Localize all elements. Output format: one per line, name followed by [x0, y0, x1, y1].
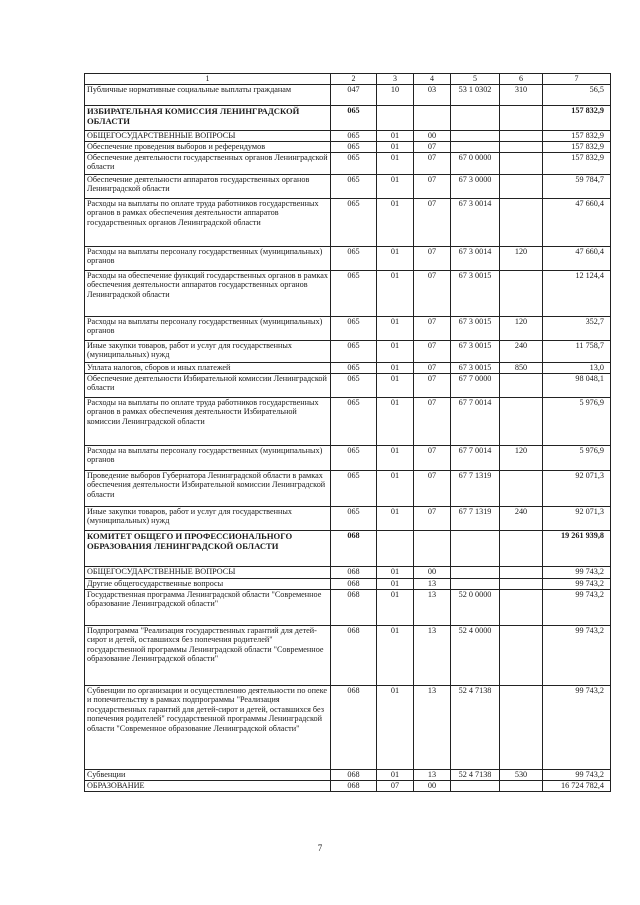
table-row [85, 374, 611, 398]
section-code-cell [377, 106, 414, 131]
row-title-cell: Иные закупки товаров, работ и услуг для государственных (муниципальных) нужд [85, 341, 331, 363]
target-article-code-cell: 67 3 0015 [451, 271, 500, 317]
expense-type-code-cell: 120 [500, 317, 543, 341]
expense-type-code-cell [500, 199, 543, 247]
amount-cell: 99 743,2 [543, 770, 611, 781]
table-row [85, 271, 611, 317]
table-row [85, 507, 611, 531]
section-code-cell: 01 [377, 317, 414, 341]
section-code-cell: 01 [377, 341, 414, 363]
row-title-cell: Обеспечение деятельности Избирательной комиссии Ленинградской области [85, 374, 331, 398]
target-article-code-cell [451, 781, 500, 792]
subsection-code-cell: 13 [414, 579, 451, 590]
target-article-code-cell: 67 7 0000 [451, 374, 500, 398]
ministry-code-cell: 068 [331, 579, 377, 590]
expense-type-code-cell [500, 106, 543, 131]
subsection-code-cell [414, 106, 451, 131]
ministry-code-cell: 065 [331, 153, 377, 175]
expense-type-code-cell [500, 374, 543, 398]
section-code-cell: 01 [377, 131, 414, 142]
target-article-code-cell: 52 4 7138 [451, 770, 500, 781]
subsection-code-cell: 07 [414, 398, 451, 446]
row-title-cell: Другие общегосударственные вопросы [85, 579, 331, 590]
ministry-code-cell: 068 [331, 531, 377, 567]
amount-cell: 5 976,9 [543, 398, 611, 446]
subsection-code-cell: 07 [414, 199, 451, 247]
section-code-cell: 01 [377, 175, 414, 199]
table-row [85, 199, 611, 247]
row-title-cell: Субвенции [85, 770, 331, 781]
target-article-code-cell: 67 3 0015 [451, 317, 500, 341]
section-code-cell: 01 [377, 374, 414, 398]
ministry-code-cell: 047 [331, 85, 377, 106]
row-title-cell: Проведение выборов Губернатора Ленинградской области в рамках обеспечения деятельности Избирательной комиссии Ленинградской области [85, 471, 331, 507]
table-row [85, 446, 611, 471]
ministry-code-cell: 065 [331, 471, 377, 507]
table-row [85, 175, 611, 199]
target-article-code-cell [451, 131, 500, 142]
table-row [85, 781, 611, 792]
expense-type-code-cell [500, 567, 543, 579]
target-article-code-cell [451, 106, 500, 131]
column-number-2: 2 [331, 74, 377, 85]
ministry-code-cell: 065 [331, 317, 377, 341]
amount-cell: 59 784,7 [543, 175, 611, 199]
target-article-code-cell: 67 3 0014 [451, 247, 500, 271]
section-code-cell: 07 [377, 781, 414, 792]
section-code-cell [377, 531, 414, 567]
table-row [85, 317, 611, 341]
amount-cell: 5 976,9 [543, 446, 611, 471]
row-title-cell: Расходы на выплаты персоналу государственных (муниципальных) органов [85, 446, 331, 471]
ministry-code-cell: 065 [331, 507, 377, 531]
table-row [85, 153, 611, 175]
subsection-code-cell: 07 [414, 471, 451, 507]
row-title-cell: Уплата налогов, сборов и иных платежей [85, 363, 331, 374]
row-title-cell: Обеспечение проведения выборов и референдумов [85, 142, 331, 153]
page-number: 7 [317, 843, 323, 853]
subsection-code-cell: 07 [414, 153, 451, 175]
subsection-code-cell: 13 [414, 770, 451, 781]
target-article-code-cell [451, 579, 500, 590]
amount-cell: 13,0 [543, 363, 611, 374]
expense-type-code-cell: 120 [500, 247, 543, 271]
ministry-code-cell: 065 [331, 271, 377, 317]
table-row [85, 567, 611, 579]
ministry-code-cell: 068 [331, 770, 377, 781]
section-code-cell: 01 [377, 247, 414, 271]
subsection-code-cell: 07 [414, 247, 451, 271]
table-row [85, 142, 611, 153]
expense-type-code-cell [500, 781, 543, 792]
subsection-code-cell: 00 [414, 781, 451, 792]
column-number-3: 3 [377, 74, 414, 85]
column-number-5: 5 [451, 74, 500, 85]
expense-type-code-cell [500, 686, 543, 770]
subsection-code-cell: 07 [414, 341, 451, 363]
table-row [85, 686, 611, 770]
table-row [85, 131, 611, 142]
expense-type-code-cell: 530 [500, 770, 543, 781]
subsection-code-cell: 07 [414, 363, 451, 374]
amount-cell: 99 743,2 [543, 686, 611, 770]
target-article-code-cell: 67 3 0000 [451, 175, 500, 199]
section-code-cell: 01 [377, 446, 414, 471]
ministry-code-cell: 068 [331, 567, 377, 579]
budget-table [84, 73, 611, 792]
amount-cell: 11 758,7 [543, 341, 611, 363]
expense-type-code-cell [500, 579, 543, 590]
target-article-code-cell: 67 7 0014 [451, 446, 500, 471]
subsection-code-cell: 07 [414, 446, 451, 471]
amount-cell: 92 071,3 [543, 471, 611, 507]
ministry-code-cell: 065 [331, 363, 377, 374]
column-number-7: 7 [543, 74, 611, 85]
target-article-code-cell: 67 3 0015 [451, 363, 500, 374]
section-code-cell: 01 [377, 199, 414, 247]
section-code-cell: 01 [377, 507, 414, 531]
section-code-cell: 01 [377, 590, 414, 626]
row-title-cell: ОБРАЗОВАНИЕ [85, 781, 331, 792]
section-code-cell: 01 [377, 142, 414, 153]
target-article-code-cell: 52 4 7138 [451, 686, 500, 770]
expense-type-code-cell [500, 531, 543, 567]
amount-cell: 19 261 939,8 [543, 531, 611, 567]
amount-cell: 157 832,9 [543, 106, 611, 131]
amount-cell: 99 743,2 [543, 590, 611, 626]
row-title-cell: Субвенции по организации и осуществлению деятельности по опеке и попечительству в рамках подпрограммы "Реализация государственных гарантий для детей-сирот и детей, оставшихся без попечения родителей" государственной программы Ленинградской области "Современное образование Ленинградской области" [85, 686, 331, 770]
row-title-cell: Расходы на выплаты персоналу государственных (муниципальных) органов [85, 247, 331, 271]
ministry-code-cell: 068 [331, 686, 377, 770]
table-row [85, 363, 611, 374]
ministry-code-cell: 065 [331, 247, 377, 271]
table-row [85, 626, 611, 686]
expense-type-code-cell [500, 153, 543, 175]
table-row [85, 531, 611, 567]
target-article-code-cell [451, 142, 500, 153]
target-article-code-cell: 67 7 1319 [451, 471, 500, 507]
row-title-cell: Расходы на выплаты по оплате труда работников государственных органов в рамках обеспечения деятельности аппаратов государственных органов Ленинградской области [85, 199, 331, 247]
section-code-cell: 10 [377, 85, 414, 106]
amount-cell: 99 743,2 [543, 579, 611, 590]
subsection-code-cell: 07 [414, 175, 451, 199]
section-code-cell: 01 [377, 363, 414, 374]
subsection-code-cell: 13 [414, 686, 451, 770]
target-article-code-cell: 52 4 0000 [451, 626, 500, 686]
table-row [85, 247, 611, 271]
amount-cell: 99 743,2 [543, 626, 611, 686]
row-title-cell: Подпрограмма "Реализация государственных гарантий для детей-сирот и детей, оставшихся без попечения родителей" государственной программы Ленинградской области "Современное образование Ленинградской области" [85, 626, 331, 686]
row-title-cell: Государственная программа Ленинградской области "Современное образование Ленинградской области" [85, 590, 331, 626]
amount-cell: 12 124,4 [543, 271, 611, 317]
ministry-code-cell: 065 [331, 374, 377, 398]
subsection-code-cell: 13 [414, 626, 451, 686]
table-row [85, 590, 611, 626]
table-row [85, 398, 611, 446]
ministry-code-cell: 065 [331, 142, 377, 153]
section-code-cell: 01 [377, 626, 414, 686]
section-code-cell: 01 [377, 770, 414, 781]
expense-type-code-cell: 310 [500, 85, 543, 106]
expense-type-code-cell: 120 [500, 446, 543, 471]
subsection-code-cell: 13 [414, 590, 451, 626]
column-number-1: 1 [85, 74, 331, 85]
ministry-code-cell: 068 [331, 781, 377, 792]
subsection-code-cell: 00 [414, 131, 451, 142]
expense-type-code-cell [500, 142, 543, 153]
section-code-cell: 01 [377, 567, 414, 579]
table-row [85, 106, 611, 131]
section-code-cell: 01 [377, 271, 414, 317]
row-title-cell: Расходы на выплаты по оплате труда работников государственных органов в рамках обеспечения деятельности Избирательной комиссии Ленинградской области [85, 398, 331, 446]
section-code-cell: 01 [377, 471, 414, 507]
target-article-code-cell [451, 567, 500, 579]
ministry-code-cell: 065 [331, 341, 377, 363]
section-code-cell: 01 [377, 398, 414, 446]
ministry-code-cell: 065 [331, 175, 377, 199]
expense-type-code-cell [500, 590, 543, 626]
subsection-code-cell: 07 [414, 507, 451, 531]
expense-type-code-cell [500, 131, 543, 142]
target-article-code-cell: 53 1 0302 [451, 85, 500, 106]
amount-cell: 99 743,2 [543, 567, 611, 579]
ministry-code-cell: 065 [331, 131, 377, 142]
table-header-row [85, 74, 611, 85]
amount-cell: 157 832,9 [543, 153, 611, 175]
amount-cell: 16 724 782,4 [543, 781, 611, 792]
ministry-code-cell: 065 [331, 398, 377, 446]
expense-type-code-cell [500, 626, 543, 686]
row-title-cell: Обеспечение деятельности аппаратов государственных органов Ленинградской области [85, 175, 331, 199]
target-article-code-cell [451, 531, 500, 567]
table-row [85, 770, 611, 781]
section-code-cell: 01 [377, 579, 414, 590]
subsection-code-cell [414, 531, 451, 567]
table-row [85, 579, 611, 590]
row-title-cell: Обеспечение деятельности государственных органов Ленинградской области [85, 153, 331, 175]
amount-cell: 157 832,9 [543, 142, 611, 153]
expense-type-code-cell [500, 271, 543, 317]
subsection-code-cell: 07 [414, 374, 451, 398]
target-article-code-cell: 67 7 1319 [451, 507, 500, 531]
row-title-cell: КОМИТЕТ ОБЩЕГО И ПРОФЕССИОНАЛЬНОГО ОБРАЗОВАНИЯ ЛЕНИНГРАДСКОЙ ОБЛАСТИ [85, 531, 331, 567]
subsection-code-cell: 03 [414, 85, 451, 106]
row-title-cell: ИЗБИРАТЕЛЬНАЯ КОМИССИЯ ЛЕНИНГРАДСКОЙ ОБЛАСТИ [85, 106, 331, 131]
target-article-code-cell: 67 3 0015 [451, 341, 500, 363]
row-title-cell: Расходы на выплаты персоналу государственных (муниципальных) органов [85, 317, 331, 341]
table-row [85, 471, 611, 507]
amount-cell: 352,7 [543, 317, 611, 341]
ministry-code-cell: 068 [331, 626, 377, 686]
section-code-cell: 01 [377, 153, 414, 175]
target-article-code-cell: 67 3 0014 [451, 199, 500, 247]
target-article-code-cell: 67 0 0000 [451, 153, 500, 175]
ministry-code-cell: 065 [331, 106, 377, 131]
column-number-6: 6 [500, 74, 543, 85]
expense-type-code-cell [500, 471, 543, 507]
row-title-cell: Расходы на обеспечение функций государственных органов в рамках обеспечения деятельности аппаратов государственных органов Ленинградской области [85, 271, 331, 317]
ministry-code-cell: 065 [331, 446, 377, 471]
expense-type-code-cell: 240 [500, 341, 543, 363]
amount-cell: 98 048,1 [543, 374, 611, 398]
subsection-code-cell: 07 [414, 317, 451, 341]
amount-cell: 47 660,4 [543, 199, 611, 247]
table-row [85, 85, 611, 106]
row-title-cell: ОБЩЕГОСУДАРСТВЕННЫЕ ВОПРОСЫ [85, 567, 331, 579]
column-number-4: 4 [414, 74, 451, 85]
expense-type-code-cell: 240 [500, 507, 543, 531]
subsection-code-cell: 07 [414, 142, 451, 153]
subsection-code-cell: 00 [414, 567, 451, 579]
expense-type-code-cell [500, 175, 543, 199]
amount-cell: 47 660,4 [543, 247, 611, 271]
amount-cell: 92 071,3 [543, 507, 611, 531]
row-title-cell: Публичные нормативные социальные выплаты гражданам [85, 85, 331, 106]
row-title-cell: ОБЩЕГОСУДАРСТВЕННЫЕ ВОПРОСЫ [85, 131, 331, 142]
amount-cell: 56,5 [543, 85, 611, 106]
ministry-code-cell: 065 [331, 199, 377, 247]
row-title-cell: Иные закупки товаров, работ и услуг для государственных (муниципальных) нужд [85, 507, 331, 531]
target-article-code-cell: 52 0 0000 [451, 590, 500, 626]
amount-cell: 157 832,9 [543, 131, 611, 142]
table-row [85, 341, 611, 363]
section-code-cell: 01 [377, 686, 414, 770]
ministry-code-cell: 068 [331, 590, 377, 626]
expense-type-code-cell: 850 [500, 363, 543, 374]
expense-type-code-cell [500, 398, 543, 446]
target-article-code-cell: 67 7 0014 [451, 398, 500, 446]
subsection-code-cell: 07 [414, 271, 451, 317]
